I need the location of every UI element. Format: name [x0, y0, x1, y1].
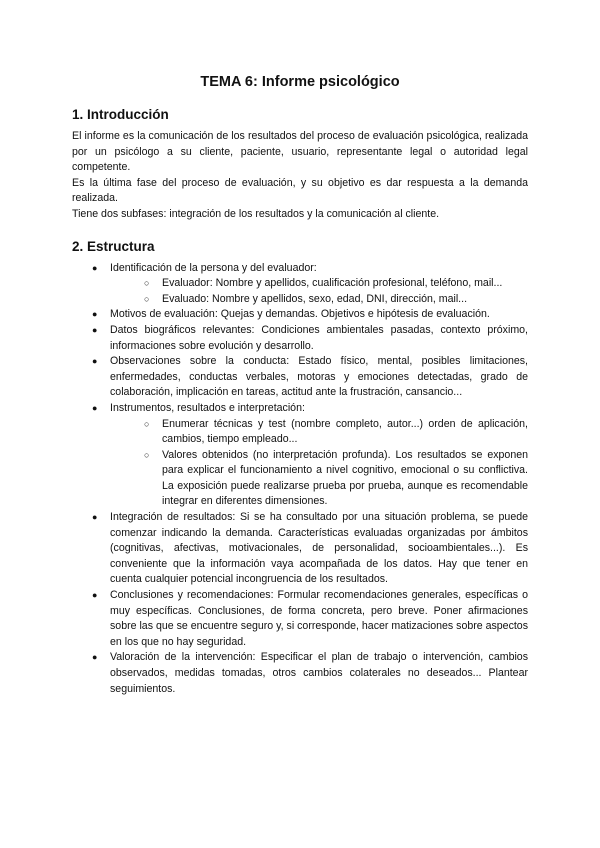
list-item-text: Instrumentos, resultados e interpretación:: [110, 401, 305, 414]
sub-list-item: [144, 276, 528, 292]
document-title: TEMA 6: Informe psicológico: [200, 74, 400, 90]
circle-bullet-icon: ○: [144, 278, 150, 289]
sub-list-item-text: Valores obtenidos (no interpretación profunda). Los resultados se exponen para explicar el funcionamiento a nivel cognitivo, emocional o su conflictiva. La exposición puede realizarse prueba por prueba, aunque es recomendable integrar en diferentes dimensiones.: [162, 448, 528, 508]
paragraph: Es la última fase del proceso de evaluación, y su objetivo es dar respuesta a la demanda realizada.: [72, 176, 528, 205]
list-item: [92, 323, 528, 354]
list-item: [92, 510, 528, 588]
list-item-text: Motivos de evaluación: Quejas y demandas. Objetivos e hipótesis de evaluación.: [110, 308, 490, 321]
sub-list-item: [144, 417, 528, 448]
sub-list: [110, 276, 528, 307]
bullet-icon: ●: [92, 324, 98, 335]
bullet-icon: ●: [92, 262, 98, 273]
sub-list: [110, 417, 528, 511]
section-heading-estructura: 2. Estructura: [72, 238, 155, 254]
list-item-text: Integración de resultados: Si se ha consultado por una situación problema, se puede comenzar indicando la demanda. Características evaluadas organizadas por ámbitos (cognitivas, afectivas, motivacionales, de personalidad, socioambientales...). Es conveniente que la información vaya acompañada de los datos. Hay que tener en cuenta cualquier potencial incongruencia de los resultados.: [110, 511, 528, 586]
list-item-text: Identificación de la persona y del evaluador:: [110, 261, 317, 274]
bullet-icon: ●: [92, 512, 98, 523]
circle-bullet-icon: ○: [144, 449, 150, 460]
structure-list: [72, 261, 528, 698]
list-item: [92, 307, 528, 323]
circle-bullet-icon: ○: [144, 293, 150, 304]
list-item-text: Conclusiones y recomendaciones: Formular recomendaciones generales, específicas o muy específicas. Conclusiones, de forma concreta, pero breve. Poner afirmaciones sobre las que se encuentre seguro y, si corresponde, hacer matizaciones sobre aspectos en los que no hay seguridad.: [110, 589, 528, 648]
list-item: [92, 650, 528, 697]
circle-bullet-icon: ○: [144, 418, 150, 429]
list-item-text: Observaciones sobre la conducta: Estado físico, mental, posibles limitaciones, enfermedades, conductas verbales, motoras y emociones detectadas, grado de colaboración, implicación en tareas, actitud ante la frustración, cansancio...: [110, 355, 528, 399]
section-heading-introduccion: 1. Introducción: [72, 107, 169, 122]
list-item: [92, 588, 528, 650]
sub-list-item-text: Enumerar técnicas y test (nombre completo, autor...) orden de aplicación, cambios, tiempo empleado...: [162, 417, 528, 446]
sub-list-item: [144, 292, 528, 308]
bullet-icon: ●: [92, 590, 98, 601]
bullet-icon: ●: [92, 356, 98, 367]
list-item: [92, 261, 528, 308]
bullet-icon: ●: [92, 309, 98, 320]
bullet-icon: ●: [92, 402, 98, 413]
bullet-icon: ●: [92, 652, 98, 663]
sub-list-item-text: Evaluador: Nombre y apellidos, cualificación profesional, teléfono, mail...: [162, 277, 503, 290]
list-item: [92, 354, 528, 401]
list-item-text: Datos biográficos relevantes: Condiciones ambientales pasadas, contexto próximo, informaciones sobre evolución y desarrollo.: [110, 323, 528, 352]
paragraph: El informe es la comunicación de los resultados del proceso de evaluación psicológica, realizada por un psicólogo a su cliente, paciente, usuario, representante legal o autoridad legal competente.: [72, 130, 528, 174]
paragraph: Tiene dos subfases: integración de los resultados y la comunicación al cliente.: [72, 207, 440, 220]
sub-list-item: [144, 448, 528, 510]
list-item: [92, 401, 528, 510]
list-item-text: Valoración de la intervención: Especificar el plan de trabajo o intervención, cambios observados, medidas tomadas, otros cambios colaterales no deseados... Plantear seguimientos.: [110, 651, 528, 695]
sub-list-item-text: Evaluado: Nombre y apellidos, sexo, edad, DNI, dirección, mail...: [162, 292, 468, 305]
document-page: [72, 74, 528, 697]
